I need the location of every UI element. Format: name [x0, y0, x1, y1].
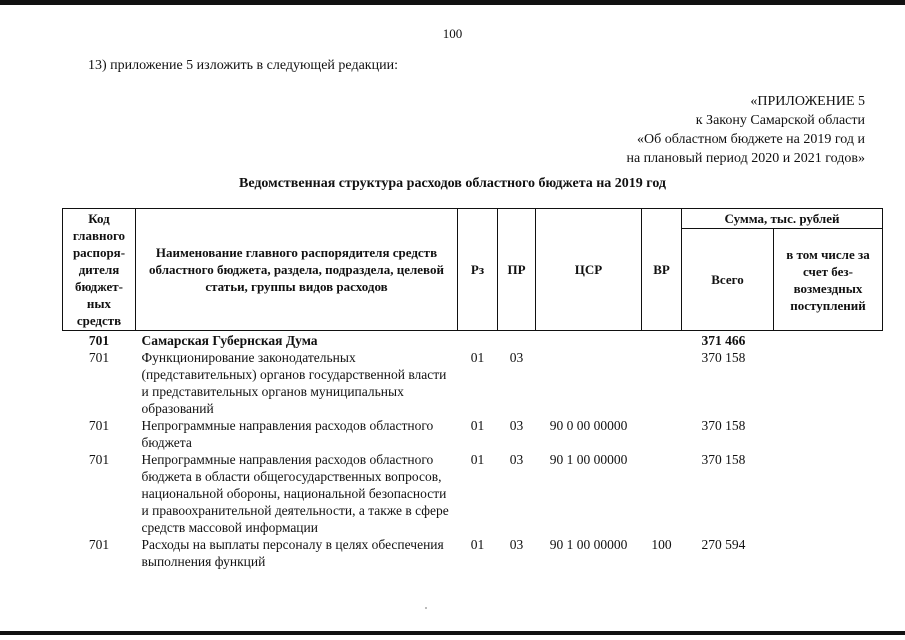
cell-csr: 90 1 00 00000 — [549, 537, 628, 552]
header-rz: Рз — [458, 209, 498, 331]
scan-speck — [425, 607, 427, 609]
appendix-line: «ПРИЛОЖЕНИЕ 5 — [750, 94, 865, 109]
cell-total: 370 158 — [701, 452, 746, 467]
cell-code: 701 — [88, 350, 110, 365]
header-gratuitous: в том числе за счет без-возмездных поступлений — [774, 229, 883, 331]
table-row — [63, 349, 883, 417]
cell-code: 701 — [88, 418, 110, 433]
header-vr: ВР — [642, 209, 682, 331]
cell-rz: 01 — [470, 537, 485, 552]
appendix-line: «Об областном бюджете на 2019 год и — [637, 132, 865, 147]
cell-pr: 03 — [509, 452, 524, 467]
cell-gratuitous — [774, 331, 883, 350]
appendix-line: к Закону Самарской области — [695, 113, 865, 128]
page-number: 100 — [442, 26, 463, 41]
budget-table — [62, 208, 883, 570]
cell-name: Функционирование законодательных (представительных) органов государственной власти и представительных органов муниципальных образований — [141, 350, 447, 416]
cell-name: Непрограммные направления расходов областного бюджета в области общегосударственных вопросов, национальной обороны, национальной безопасности и правоохранительной деятельности, а также в сфере средств массовой информации — [141, 452, 449, 535]
cell-vr: 100 — [651, 537, 672, 552]
amendment-instruction: 13) приложение 5 изложить в следующей редакции: — [88, 58, 398, 73]
cell-rz — [458, 331, 498, 350]
bottom-border-line — [0, 631, 905, 635]
cell-total: 270 594 — [701, 537, 746, 552]
cell-pr: 03 — [509, 350, 524, 365]
cell-pr — [498, 331, 536, 350]
header-csr: ЦСР — [536, 209, 642, 331]
cell-csr — [536, 331, 642, 350]
cell-gratuitous — [774, 536, 883, 570]
appendix-header — [626, 92, 865, 168]
header-sum: Сумма, тыс. рублей — [682, 209, 883, 229]
table-row — [63, 536, 883, 570]
cell-gratuitous — [774, 417, 883, 451]
cell-csr: 90 0 00 00000 — [549, 418, 628, 433]
document-title: Ведомственная структура расходов областного бюджета на 2019 год — [238, 176, 666, 191]
cell-total: 370 158 — [701, 418, 746, 433]
table-row — [63, 451, 883, 536]
cell-name: Непрограммные направления расходов областного бюджета — [141, 418, 434, 450]
cell-gratuitous — [774, 451, 883, 536]
cell-name: Расходы на выплаты персоналу в целях обеспечения выполнения функций — [141, 537, 444, 569]
cell-name: Самарская Губернская Дума — [141, 333, 318, 348]
header-code: Код главного распоря-дителя бюджет-ных средств — [63, 209, 136, 331]
header-total: Всего — [682, 229, 774, 331]
cell-rz: 01 — [470, 452, 485, 467]
top-border-line — [0, 0, 905, 5]
table-row — [63, 417, 883, 451]
cell-pr: 03 — [509, 418, 524, 433]
cell-rz: 01 — [470, 350, 485, 365]
cell-vr — [642, 331, 682, 350]
cell-code: 701 — [88, 333, 110, 348]
cell-vr — [642, 417, 682, 451]
cell-gratuitous — [774, 349, 883, 417]
cell-rz: 01 — [470, 418, 485, 433]
cell-code: 701 — [88, 452, 110, 467]
cell-pr: 03 — [509, 537, 524, 552]
cell-vr — [642, 451, 682, 536]
table-row — [63, 331, 883, 350]
cell-csr: 90 1 00 00000 — [549, 452, 628, 467]
cell-total: 370 158 — [701, 350, 746, 365]
cell-code: 701 — [88, 537, 110, 552]
header-name: Наименование главного распорядителя средств областного бюджета, раздела, подраздела, целевой статьи, группы видов расходов — [136, 209, 458, 331]
appendix-line: на плановый период 2020 и 2021 годов» — [626, 151, 865, 166]
cell-csr — [536, 349, 642, 417]
cell-total: 371 466 — [701, 333, 746, 348]
header-pr: ПР — [498, 209, 536, 331]
cell-vr — [642, 349, 682, 417]
